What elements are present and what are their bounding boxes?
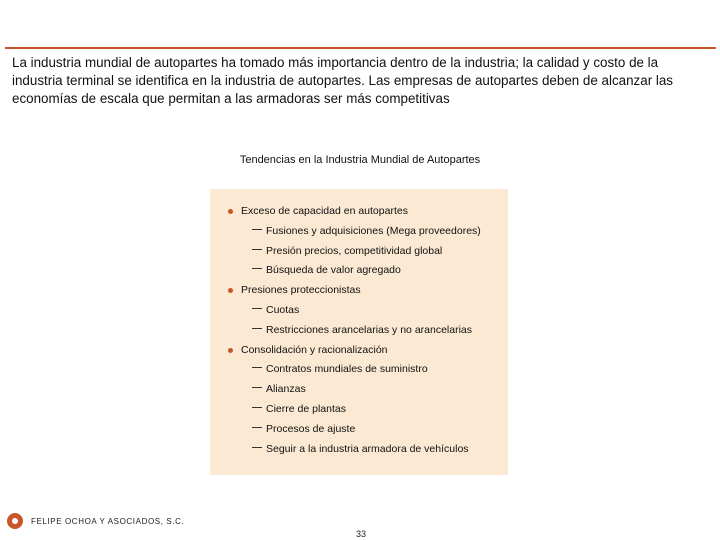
list-item: Restricciones arancelarias y no arancelarias (266, 324, 473, 336)
list-item: Contratos mundiales de suministro (266, 363, 428, 375)
dash-icon (252, 308, 262, 309)
intro-paragraph (12, 54, 712, 108)
top-divider (5, 47, 716, 49)
footer-company-name: FELIPE OCHOA Y ASOCIADOS, S.C. (31, 517, 185, 526)
page-number: 33 (356, 529, 367, 539)
intro-line: industria terminal se identifica en la industria de autopartes. Las empresas de autopartes deben de alcanzar las (12, 73, 673, 88)
dash-icon (252, 367, 262, 368)
section-label: Exceso de capacidad en autopartes (241, 205, 408, 217)
list-item: Búsqueda de valor agregado (266, 264, 401, 276)
list-item: Fusiones y adquisiciones (Mega proveedores) (266, 225, 481, 237)
bullet-dot-icon (228, 288, 233, 293)
dash-icon (252, 427, 262, 428)
section-label: Presiones proteccionistas (241, 284, 361, 296)
intro-line: economías de escala que permitan a las armadoras ser más competitivas (12, 91, 450, 106)
dash-icon (252, 249, 262, 250)
dash-icon (252, 387, 262, 388)
bullet-dot-icon (228, 348, 233, 353)
dash-icon (252, 229, 262, 230)
list-item: Cuotas (266, 304, 300, 316)
intro-line: La industria mundial de autopartes ha tomado más importancia dentro de la industria; la calidad y costo de la (12, 55, 659, 70)
list-item: Presión precios, competitividad global (266, 245, 443, 257)
box-title: Tendencias en la Industria Mundial de Autopartes (239, 154, 481, 166)
dash-icon (252, 407, 262, 408)
section-label: Consolidación y racionalización (241, 344, 388, 356)
logo-center-icon (12, 518, 18, 524)
trends-box (210, 189, 508, 475)
dash-icon (252, 268, 262, 269)
list-item: Seguir a la industria armadora de vehículos (266, 443, 469, 455)
list-item: Procesos de ajuste (266, 423, 356, 435)
company-logo-icon (7, 513, 23, 529)
list-item: Cierre de plantas (266, 403, 346, 415)
dash-icon (252, 447, 262, 448)
list-item: Alianzas (266, 383, 306, 395)
bullet-dot-icon (228, 209, 233, 214)
dash-icon (252, 328, 262, 329)
